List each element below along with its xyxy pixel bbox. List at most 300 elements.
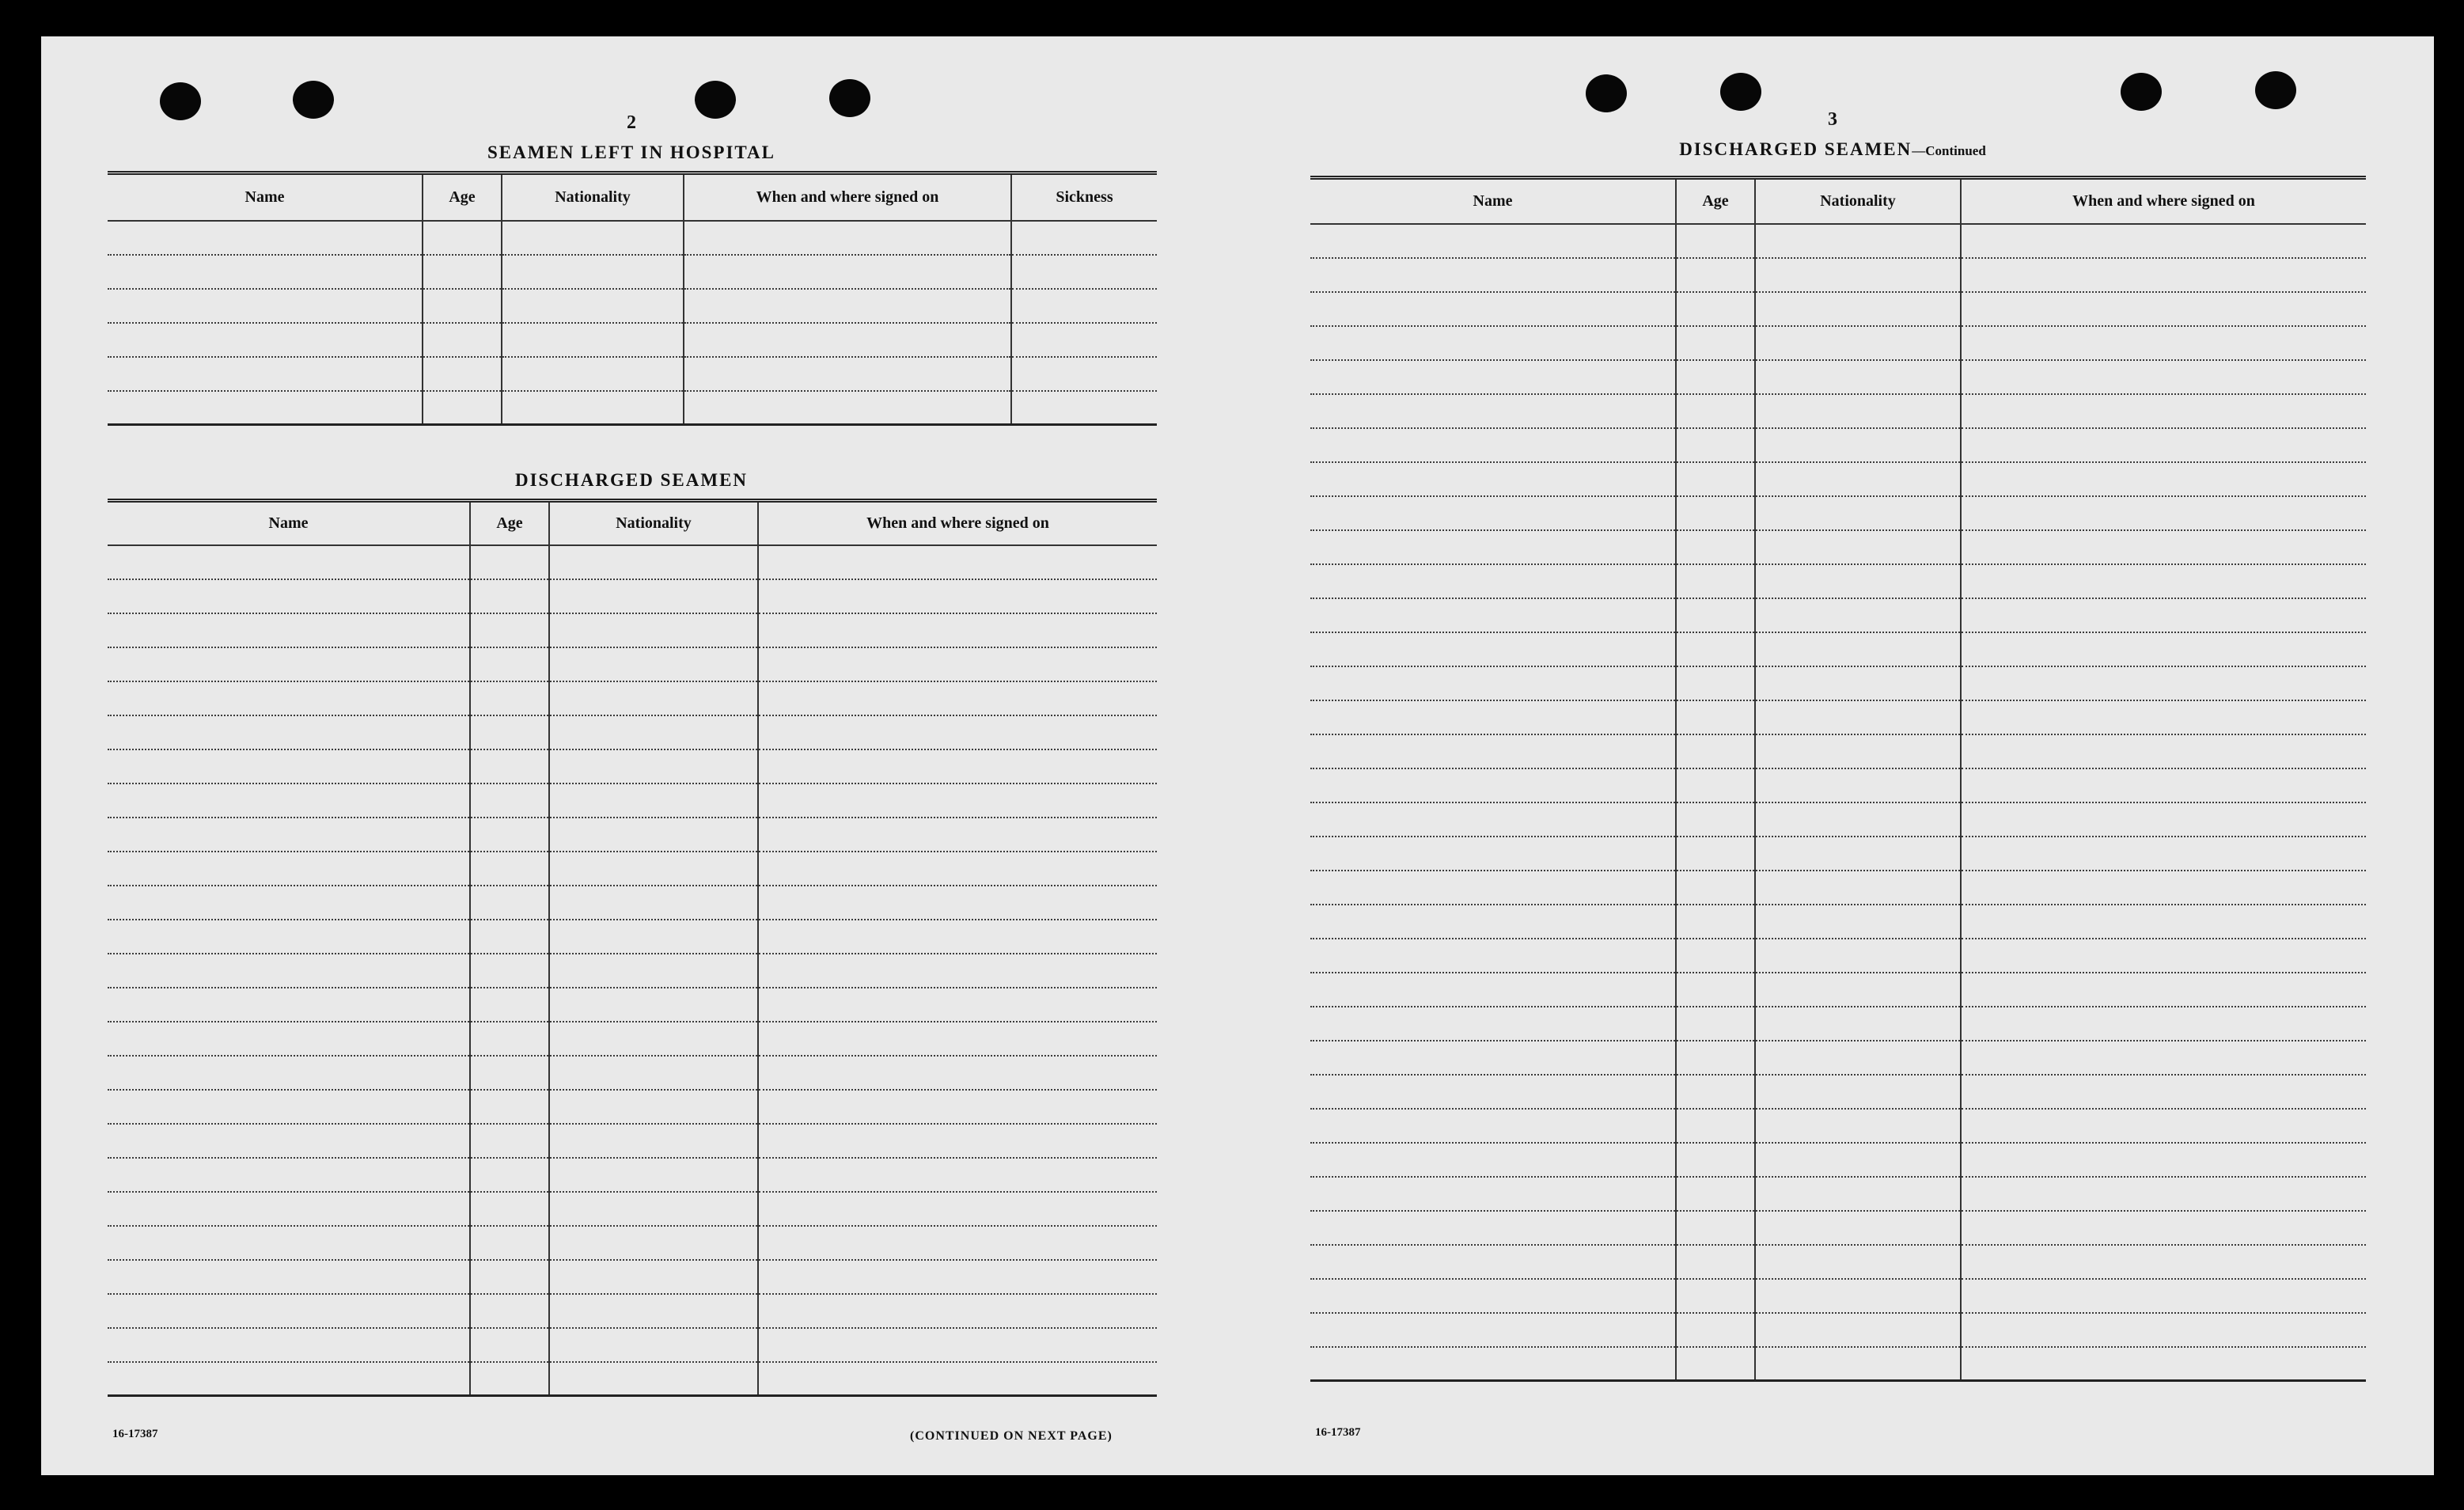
blank-cell bbox=[502, 255, 684, 289]
blank-cell bbox=[1310, 1245, 1676, 1279]
blank-cell bbox=[1310, 428, 1676, 462]
blank-cell bbox=[549, 852, 758, 886]
blank-cell bbox=[1310, 326, 1676, 360]
blank-cell bbox=[108, 545, 470, 579]
blank-cell bbox=[1676, 496, 1755, 530]
blank-cell bbox=[108, 818, 470, 852]
blank-cell bbox=[1011, 255, 1157, 289]
table-row bbox=[108, 357, 1157, 391]
blank-cell bbox=[108, 1362, 470, 1396]
blank-cell bbox=[1961, 939, 2366, 973]
blank-cell bbox=[758, 749, 1157, 783]
blank-cell bbox=[549, 783, 758, 818]
blank-cell bbox=[1961, 666, 2366, 700]
blank-cell bbox=[1310, 258, 1676, 292]
blank-cell bbox=[470, 783, 549, 818]
blank-cell bbox=[1676, 360, 1755, 394]
blank-cell bbox=[1676, 632, 1755, 666]
blank-cell bbox=[470, 1090, 549, 1124]
hospital-table bbox=[108, 171, 1157, 426]
blank-cell bbox=[684, 323, 1011, 357]
blank-cell bbox=[108, 1226, 470, 1260]
punch-hole bbox=[2255, 71, 2296, 109]
blank-cell bbox=[684, 221, 1011, 255]
blank-cell bbox=[470, 647, 549, 681]
blank-cell bbox=[549, 1362, 758, 1396]
blank-cell bbox=[1961, 1347, 2366, 1381]
blank-cell bbox=[1676, 1143, 1755, 1177]
blank-cell bbox=[1310, 1211, 1676, 1245]
column-header-signed-on: When and where signed on bbox=[1961, 178, 2366, 224]
blank-cell bbox=[1961, 224, 2366, 258]
table-row bbox=[108, 715, 1157, 749]
blank-cell bbox=[470, 818, 549, 852]
blank-cell bbox=[1961, 1007, 2366, 1041]
punch-hole bbox=[160, 82, 201, 120]
blank-cell bbox=[549, 1056, 758, 1090]
table-row bbox=[1310, 360, 2366, 394]
table-row bbox=[108, 886, 1157, 920]
blank-cell bbox=[1755, 1211, 1961, 1245]
blank-cell bbox=[1755, 394, 1961, 428]
blank-cell bbox=[108, 1192, 470, 1226]
blank-cell bbox=[1011, 289, 1157, 323]
blank-cell bbox=[1676, 734, 1755, 768]
blank-cell bbox=[108, 647, 470, 681]
blank-cell bbox=[1676, 905, 1755, 939]
blank-cell bbox=[470, 1158, 549, 1192]
blank-cell bbox=[1676, 530, 1755, 564]
blank-cell bbox=[1011, 221, 1157, 255]
blank-cell bbox=[684, 255, 1011, 289]
table-row bbox=[1310, 1347, 2366, 1381]
blank-cell bbox=[108, 749, 470, 783]
table-row bbox=[1310, 462, 2366, 496]
table-row bbox=[108, 221, 1157, 255]
blank-cell bbox=[549, 613, 758, 647]
blank-cell bbox=[1676, 394, 1755, 428]
blank-cell bbox=[470, 1362, 549, 1396]
blank-cell bbox=[1755, 496, 1961, 530]
table-row bbox=[108, 1362, 1157, 1396]
blank-cell bbox=[423, 221, 502, 255]
blank-cell bbox=[758, 988, 1157, 1022]
blank-cell bbox=[108, 681, 470, 715]
table-row bbox=[108, 954, 1157, 988]
table-row bbox=[1310, 666, 2366, 700]
table-row bbox=[108, 255, 1157, 289]
blank-cell bbox=[1310, 360, 1676, 394]
blank-cell bbox=[1961, 1177, 2366, 1211]
blank-cell bbox=[1676, 224, 1755, 258]
blank-cell bbox=[758, 1226, 1157, 1260]
blank-cell bbox=[758, 579, 1157, 613]
blank-cell bbox=[1961, 905, 2366, 939]
column-header-name: Name bbox=[108, 173, 423, 221]
table-row bbox=[108, 545, 1157, 579]
blank-cell bbox=[1961, 1143, 2366, 1177]
blank-cell bbox=[1310, 905, 1676, 939]
blank-cell bbox=[1676, 939, 1755, 973]
blank-cell bbox=[1961, 598, 2366, 632]
blank-cell bbox=[1310, 1075, 1676, 1109]
column-header-name: Name bbox=[1310, 178, 1676, 224]
blank-cell bbox=[470, 1124, 549, 1158]
blank-cell bbox=[108, 579, 470, 613]
blank-cell bbox=[423, 357, 502, 391]
blank-cell bbox=[1310, 632, 1676, 666]
blank-cell bbox=[1011, 323, 1157, 357]
table-row bbox=[1310, 632, 2366, 666]
table-row bbox=[1310, 1007, 2366, 1041]
blank-cell bbox=[1755, 1177, 1961, 1211]
blank-cell bbox=[758, 954, 1157, 988]
blank-cell bbox=[470, 920, 549, 954]
blank-cell bbox=[1755, 1279, 1961, 1313]
blank-cell bbox=[1011, 391, 1157, 425]
blank-cell bbox=[1961, 462, 2366, 496]
blank-cell bbox=[1310, 394, 1676, 428]
table-row bbox=[1310, 1245, 2366, 1279]
table-row bbox=[108, 1090, 1157, 1124]
blank-cell bbox=[1755, 530, 1961, 564]
blank-cell bbox=[1755, 292, 1961, 326]
discharged-section-title: DISCHARGED SEAMEN bbox=[514, 470, 749, 490]
blank-cell bbox=[1676, 326, 1755, 360]
blank-cell bbox=[470, 545, 549, 579]
blank-cell bbox=[1676, 428, 1755, 462]
table-row bbox=[1310, 1279, 2366, 1313]
blank-cell bbox=[549, 1158, 758, 1192]
blank-cell bbox=[1310, 598, 1676, 632]
blank-cell bbox=[1310, 1007, 1676, 1041]
blank-cell bbox=[1676, 258, 1755, 292]
blank-cell bbox=[758, 1328, 1157, 1362]
blank-cell bbox=[1755, 871, 1961, 905]
discharged-continued-table bbox=[1310, 176, 2366, 1382]
blank-cell bbox=[1310, 564, 1676, 598]
table-row bbox=[1310, 394, 2366, 428]
blank-cell bbox=[1676, 1041, 1755, 1075]
table-row bbox=[1310, 1075, 2366, 1109]
blank-cell bbox=[758, 1056, 1157, 1090]
blank-cell bbox=[549, 545, 758, 579]
blank-cell bbox=[108, 1124, 470, 1158]
blank-cell bbox=[1961, 258, 2366, 292]
blank-cell bbox=[1676, 871, 1755, 905]
blank-cell bbox=[1310, 768, 1676, 802]
table-row bbox=[1310, 1041, 2366, 1075]
blank-cell bbox=[1961, 292, 2366, 326]
blank-cell bbox=[549, 954, 758, 988]
table-row bbox=[1310, 428, 2366, 462]
blank-cell bbox=[549, 1328, 758, 1362]
blank-cell bbox=[1310, 1143, 1676, 1177]
table-row bbox=[1310, 837, 2366, 871]
blank-cell bbox=[1961, 1109, 2366, 1143]
blank-cell bbox=[470, 1022, 549, 1056]
blank-cell bbox=[1676, 1211, 1755, 1245]
blank-cell bbox=[423, 323, 502, 357]
table-row bbox=[1310, 530, 2366, 564]
blank-cell bbox=[502, 221, 684, 255]
blank-cell bbox=[1310, 1041, 1676, 1075]
punch-hole bbox=[1720, 73, 1761, 111]
blank-cell bbox=[1755, 1347, 1961, 1381]
blank-cell bbox=[1310, 871, 1676, 905]
table-row bbox=[108, 1158, 1157, 1192]
blank-cell bbox=[470, 886, 549, 920]
blank-cell bbox=[1755, 462, 1961, 496]
table-row bbox=[1310, 598, 2366, 632]
blank-cell bbox=[1676, 462, 1755, 496]
blank-cell bbox=[1961, 973, 2366, 1007]
blank-cell bbox=[470, 749, 549, 783]
blank-cell bbox=[1755, 428, 1961, 462]
blank-cell bbox=[758, 818, 1157, 852]
column-header-signed-on: When and where signed on bbox=[684, 173, 1011, 221]
blank-cell bbox=[1961, 1245, 2366, 1279]
blank-cell bbox=[1755, 905, 1961, 939]
form-code-left: 16-17387 bbox=[112, 1428, 158, 1440]
blank-cell bbox=[1676, 1177, 1755, 1211]
punch-hole bbox=[293, 81, 334, 119]
blank-cell bbox=[108, 221, 423, 255]
blank-cell bbox=[1676, 1279, 1755, 1313]
table-row bbox=[108, 920, 1157, 954]
blank-cell bbox=[1310, 837, 1676, 871]
blank-cell bbox=[1961, 496, 2366, 530]
table-row bbox=[1310, 292, 2366, 326]
blank-cell bbox=[1961, 1279, 2366, 1313]
blank-cell bbox=[502, 323, 684, 357]
blank-cell bbox=[1961, 700, 2366, 734]
blank-cell bbox=[549, 749, 758, 783]
blank-cell bbox=[1310, 1279, 1676, 1313]
column-header-signed-on: When and where signed on bbox=[758, 501, 1157, 545]
table-row bbox=[108, 818, 1157, 852]
blank-cell bbox=[108, 852, 470, 886]
blank-cell bbox=[1676, 1075, 1755, 1109]
table-row bbox=[108, 613, 1157, 647]
blank-cell bbox=[1961, 802, 2366, 837]
blank-cell bbox=[1676, 1245, 1755, 1279]
blank-cell bbox=[1676, 802, 1755, 837]
blank-cell bbox=[1961, 394, 2366, 428]
blank-cell bbox=[684, 391, 1011, 425]
column-header-nationality: Nationality bbox=[549, 501, 758, 545]
form-code-right: 16-17387 bbox=[1315, 1426, 1361, 1439]
blank-cell bbox=[1755, 1313, 1961, 1347]
blank-cell bbox=[1310, 666, 1676, 700]
blank-cell bbox=[108, 920, 470, 954]
blank-cell bbox=[1676, 1109, 1755, 1143]
blank-cell bbox=[549, 1226, 758, 1260]
blank-cell bbox=[108, 886, 470, 920]
table-row bbox=[1310, 1313, 2366, 1347]
blank-cell bbox=[1676, 973, 1755, 1007]
blank-cell bbox=[1676, 292, 1755, 326]
table-row bbox=[108, 1022, 1157, 1056]
column-header-name: Name bbox=[108, 501, 470, 545]
blank-cell bbox=[108, 1260, 470, 1294]
blank-cell bbox=[1961, 632, 2366, 666]
page-number-left: 2 bbox=[627, 112, 636, 133]
blank-cell bbox=[758, 715, 1157, 749]
blank-cell bbox=[758, 886, 1157, 920]
blank-cell bbox=[1310, 973, 1676, 1007]
table-row bbox=[1310, 905, 2366, 939]
blank-cell bbox=[1310, 292, 1676, 326]
blank-cell bbox=[502, 391, 684, 425]
blank-cell bbox=[758, 1294, 1157, 1328]
blank-cell bbox=[470, 715, 549, 749]
blank-cell bbox=[549, 920, 758, 954]
blank-cell bbox=[108, 323, 423, 357]
blank-cell bbox=[758, 852, 1157, 886]
blank-cell bbox=[1961, 326, 2366, 360]
blank-cell bbox=[549, 1294, 758, 1328]
blank-cell bbox=[1310, 700, 1676, 734]
blank-cell bbox=[1310, 462, 1676, 496]
blank-cell bbox=[1676, 564, 1755, 598]
blank-cell bbox=[108, 391, 423, 425]
blank-cell bbox=[1676, 598, 1755, 632]
blank-cell bbox=[1961, 1075, 2366, 1109]
column-header-age: Age bbox=[470, 501, 549, 545]
blank-cell bbox=[1011, 357, 1157, 391]
blank-cell bbox=[470, 1328, 549, 1362]
table-row bbox=[1310, 768, 2366, 802]
title-text: DISCHARGED SEAMEN bbox=[1679, 139, 1912, 159]
blank-cell bbox=[1755, 1007, 1961, 1041]
table-row bbox=[108, 1328, 1157, 1362]
table-row bbox=[108, 579, 1157, 613]
title-suffix: —Continued bbox=[1912, 143, 1986, 158]
blank-cell bbox=[1961, 768, 2366, 802]
blank-cell bbox=[108, 783, 470, 818]
table-row bbox=[108, 1260, 1157, 1294]
blank-cell bbox=[1310, 496, 1676, 530]
blank-cell bbox=[1310, 802, 1676, 837]
blank-cell bbox=[549, 715, 758, 749]
table-row bbox=[108, 1192, 1157, 1226]
blank-cell bbox=[470, 954, 549, 988]
blank-cell bbox=[1755, 632, 1961, 666]
blank-cell bbox=[758, 1192, 1157, 1226]
blank-cell bbox=[470, 1226, 549, 1260]
table-row bbox=[108, 783, 1157, 818]
blank-cell bbox=[1961, 428, 2366, 462]
continued-note: (CONTINUED ON NEXT PAGE) bbox=[910, 1429, 1113, 1443]
blank-cell bbox=[549, 681, 758, 715]
blank-cell bbox=[108, 1056, 470, 1090]
blank-cell bbox=[470, 1260, 549, 1294]
table-row bbox=[108, 988, 1157, 1022]
table-row bbox=[108, 647, 1157, 681]
table-row bbox=[1310, 700, 2366, 734]
blank-cell bbox=[1755, 837, 1961, 871]
blank-cell bbox=[549, 1022, 758, 1056]
blank-cell bbox=[549, 579, 758, 613]
blank-cell bbox=[108, 1328, 470, 1362]
table-row bbox=[108, 391, 1157, 425]
blank-cell bbox=[1755, 700, 1961, 734]
blank-cell bbox=[1961, 360, 2366, 394]
document-sheet bbox=[41, 36, 2434, 1475]
discharged-table bbox=[108, 499, 1157, 1397]
column-header-nationality: Nationality bbox=[1755, 178, 1961, 224]
blank-cell bbox=[758, 1022, 1157, 1056]
blank-cell bbox=[1755, 768, 1961, 802]
table-row bbox=[1310, 734, 2366, 768]
blank-cell bbox=[1676, 1313, 1755, 1347]
blank-cell bbox=[549, 818, 758, 852]
blank-cell bbox=[1310, 224, 1676, 258]
blank-cell bbox=[1310, 939, 1676, 973]
blank-cell bbox=[1755, 734, 1961, 768]
blank-cell bbox=[1755, 564, 1961, 598]
blank-cell bbox=[1755, 802, 1961, 837]
column-header-age: Age bbox=[423, 173, 502, 221]
blank-cell bbox=[1676, 768, 1755, 802]
blank-cell bbox=[1961, 564, 2366, 598]
blank-cell bbox=[108, 1158, 470, 1192]
blank-cell bbox=[1310, 734, 1676, 768]
column-header-age: Age bbox=[1676, 178, 1755, 224]
blank-cell bbox=[470, 579, 549, 613]
blank-cell bbox=[1755, 224, 1961, 258]
blank-cell bbox=[423, 391, 502, 425]
table-row bbox=[1310, 1143, 2366, 1177]
blank-cell bbox=[1961, 530, 2366, 564]
blank-cell bbox=[758, 1260, 1157, 1294]
blank-cell bbox=[470, 1192, 549, 1226]
blank-cell bbox=[1310, 1109, 1676, 1143]
blank-cell bbox=[1676, 837, 1755, 871]
blank-cell bbox=[108, 988, 470, 1022]
blank-cell bbox=[1755, 258, 1961, 292]
blank-cell bbox=[470, 852, 549, 886]
blank-cell bbox=[423, 289, 502, 323]
table-row bbox=[1310, 871, 2366, 905]
blank-cell bbox=[108, 954, 470, 988]
blank-cell bbox=[549, 1124, 758, 1158]
hospital-section-title: SEAMEN LEFT IN HOSPITAL bbox=[487, 142, 776, 162]
blank-cell bbox=[1755, 1143, 1961, 1177]
blank-cell bbox=[1961, 1211, 2366, 1245]
blank-cell bbox=[1961, 734, 2366, 768]
blank-cell bbox=[108, 255, 423, 289]
table-row bbox=[108, 289, 1157, 323]
blank-cell bbox=[1755, 1109, 1961, 1143]
blank-cell bbox=[1961, 837, 2366, 871]
blank-cell bbox=[549, 1260, 758, 1294]
table-row bbox=[108, 1056, 1157, 1090]
table-row bbox=[1310, 258, 2366, 292]
blank-cell bbox=[1755, 1075, 1961, 1109]
table-row bbox=[108, 1124, 1157, 1158]
blank-cell bbox=[1755, 598, 1961, 632]
punch-hole bbox=[695, 81, 736, 119]
blank-cell bbox=[758, 783, 1157, 818]
table-row bbox=[1310, 802, 2366, 837]
blank-cell bbox=[549, 1090, 758, 1124]
blank-cell bbox=[502, 357, 684, 391]
blank-cell bbox=[108, 1294, 470, 1328]
blank-cell bbox=[1755, 666, 1961, 700]
blank-cell bbox=[549, 886, 758, 920]
